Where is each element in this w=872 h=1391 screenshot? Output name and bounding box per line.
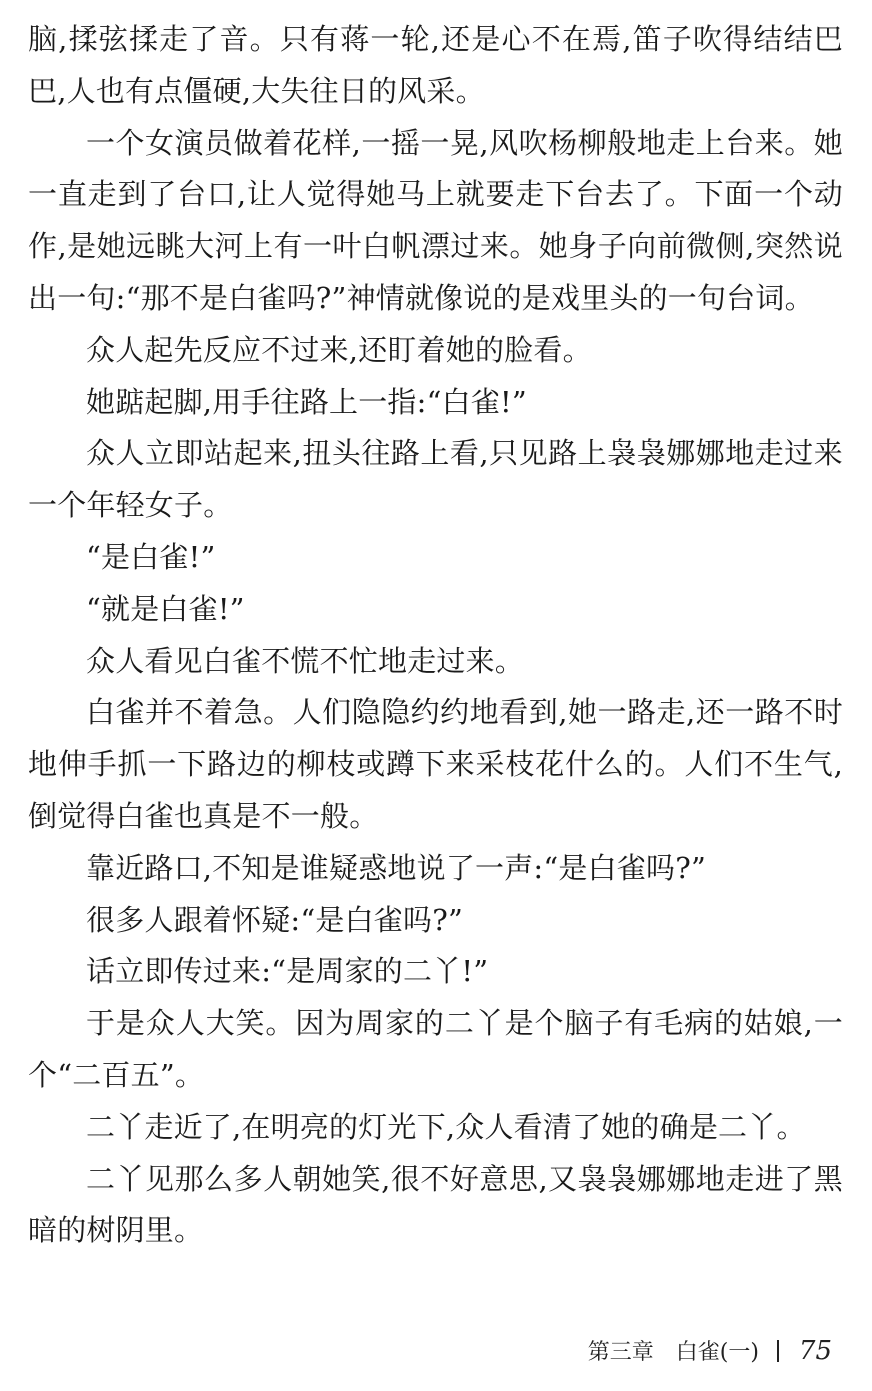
paragraph: 众人看见白雀不慌不忙地走过来。 xyxy=(86,643,525,678)
paragraph: 白雀并不着急。人们隐隐约约地看到,她一路走,还一路不时地伸手抓一下路边的柳枝或蹲下来采枝花什么的。人们不生气,倒觉得白雀也真是不一般。 xyxy=(28,695,843,833)
paragraph: 很多人跟着怀疑:“是白雀吗?” xyxy=(86,902,463,937)
footer-divider xyxy=(777,1340,779,1362)
paragraph: 她踮起脚,用手往路上一指:“白雀!” xyxy=(86,384,527,419)
paragraph: 众人立即站起来,扭头往路上看,只见路上袅袅娜娜地走过来一个年轻女子。 xyxy=(28,436,843,523)
paragraph: 一个女演员做着花样,一摇一晃,风吹杨柳般地走上台来。她一直走到了台口,让人觉得她马上就要走下台去了。下面一个动作,是她远眺大河上有一叶白帆漂过来。她身子向前微侧,突然说出一句:“那不是白雀吗?”神情就像说的是戏里头的一句台词。 xyxy=(28,125,843,315)
paragraph: 脑,揉弦揉走了音。只有蒋一轮,还是心不在焉,笛子吹得结结巴巴,人也有点僵硬,大失往日的风采。 xyxy=(28,22,843,108)
paragraph: “是白雀!” xyxy=(86,539,216,574)
paragraph: 于是众人大笑。因为周家的二丫是个脑子有毛病的姑娘,一个“二百五”。 xyxy=(28,1006,843,1092)
body-text xyxy=(28,14,843,1257)
running-chapter-title: 第三章 白雀(一) xyxy=(587,1340,759,1365)
paragraph: 话立即传过来:“是周家的二丫!” xyxy=(86,954,489,989)
paragraph: 靠近路口,不知是谁疑惑地说了一声:“是白雀吗?” xyxy=(86,850,706,885)
paragraph: 二丫走近了,在明亮的灯光下,众人看清了她的确是二丫。 xyxy=(86,1109,806,1144)
paragraph: 二丫见那么多人朝她笑,很不好意思,又袅袅娜娜地走进了黑暗的树阴里。 xyxy=(28,1161,843,1248)
page-number: 75 xyxy=(798,1335,832,1366)
paragraph: “就是白雀!” xyxy=(86,591,245,626)
paragraph: 众人起先反应不过来,还盯着她的脸看。 xyxy=(86,332,592,367)
page-footer xyxy=(588,1335,832,1366)
